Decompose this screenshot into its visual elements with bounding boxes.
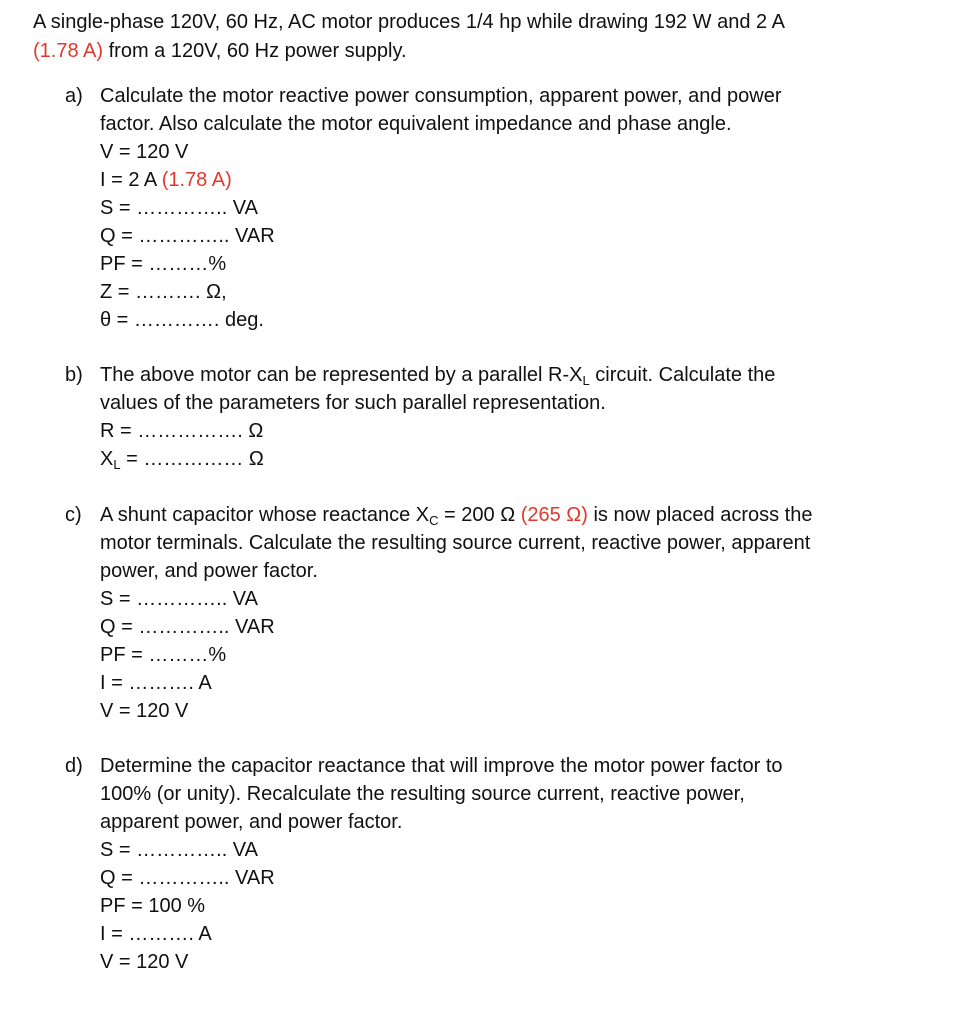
part-d-label: d) — [65, 755, 83, 777]
intro-line-1: A single-phase 120V, 60 Hz, AC motor produces 1/4 hp while drawing 192 W and 2 A — [33, 11, 785, 33]
part-a-current — [100, 170, 232, 190]
part-c-line1-sub: C — [429, 513, 439, 528]
part-c-voltage: V = 120 V — [100, 700, 189, 722]
part-c-line1-pre: A shunt capacitor whose reactance X — [100, 504, 430, 526]
part-a-power-factor: PF = ………% — [100, 253, 227, 275]
part-c-label: c) — [65, 504, 82, 526]
part-b-line1-post: circuit. Calculate the — [589, 364, 776, 386]
part-c-line1-post: is now placed across the — [587, 504, 813, 526]
part-d-apparent-power: S = ………….. VA — [100, 839, 258, 861]
part-a-question-line-1: Calculate the motor reactive power consumption, apparent power, and power — [100, 85, 782, 107]
part-c-line1-mid: = 200 Ω — [438, 504, 521, 526]
part-a-voltage: V = 120 V — [100, 141, 189, 163]
part-d-reactive-power: Q = ………….. VAR — [100, 867, 275, 889]
part-b-resistance: R = ……………. Ω — [100, 420, 264, 442]
part-c-current: I = ………. A — [100, 672, 212, 694]
part-b-line1-sub: L — [582, 373, 590, 388]
part-d-question-line-1: Determine the capacitor reactance that will improve the motor power factor to — [100, 755, 783, 777]
part-d-voltage: V = 120 V — [100, 951, 189, 973]
part-c-reactive-power: Q = ………….. VAR — [100, 616, 275, 638]
part-a-label: a) — [65, 85, 83, 107]
part-a-current-red: (1.78 A) — [161, 169, 232, 191]
part-b-question-line-2: values of the parameters for such parallel representation. — [100, 392, 606, 414]
part-a-apparent-power: S = ………….. VA — [100, 197, 258, 219]
part-a-question-line-2: factor. Also calculate the motor equivalent impedance and phase angle. — [100, 113, 732, 135]
part-c-question-line-1 — [100, 504, 813, 528]
part-b-xl-pre: X — [100, 448, 114, 470]
part-b-question-line-1 — [100, 364, 776, 388]
part-d-question-line-2: 100% (or unity). Recalculate the resulting source current, reactive power, — [100, 783, 745, 805]
part-a-impedance: Z = ………. Ω, — [100, 281, 227, 303]
part-c-power-factor: PF = ………% — [100, 644, 227, 666]
part-d-question-line-3: apparent power, and power factor. — [100, 811, 403, 833]
intro-red-current: (1.78 A) — [33, 40, 104, 62]
part-a-current-text: I = 2 A — [100, 169, 162, 191]
part-a-reactive-power: Q = ………….. VAR — [100, 225, 275, 247]
part-d-power-factor: PF = 100 % — [100, 895, 206, 917]
part-c-line1-red: (265 Ω) — [520, 504, 588, 526]
part-d-current: I = ………. A — [100, 923, 212, 945]
intro-line-2-text: from a 120V, 60 Hz power supply. — [103, 40, 407, 62]
part-b-xl-sub: L — [113, 457, 121, 472]
part-c-question-line-3: power, and power factor. — [100, 560, 318, 582]
part-b-reactance — [100, 448, 264, 472]
part-b-line1-pre: The above motor can be represented by a parallel R-X — [100, 364, 583, 386]
part-c-question-line-2: motor terminals. Calculate the resulting source current, reactive power, apparent — [100, 532, 811, 554]
part-a-phase-angle: θ = …………. deg. — [100, 309, 264, 331]
part-c-apparent-power: S = ………….. VA — [100, 588, 258, 610]
intro-line-2 — [33, 41, 407, 61]
part-b-xl-post: = …………… Ω — [120, 448, 264, 470]
part-b-label: b) — [65, 364, 83, 386]
